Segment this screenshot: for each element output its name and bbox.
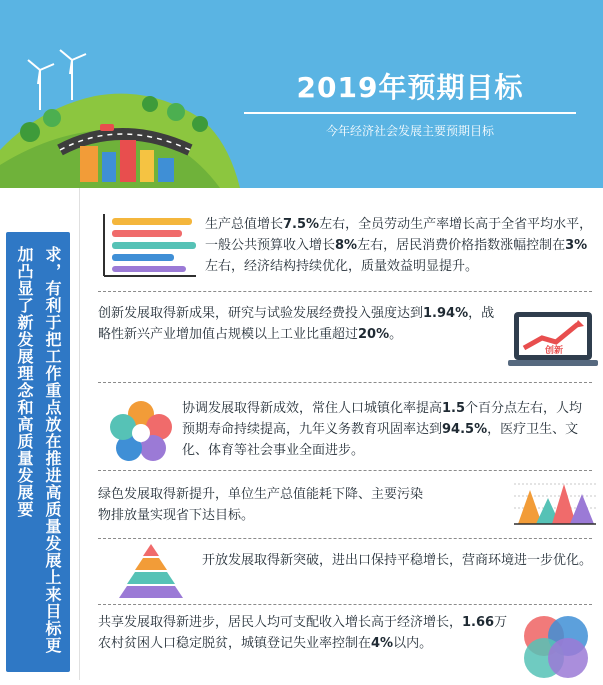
title-divider xyxy=(244,112,576,114)
divider xyxy=(98,382,592,383)
divider xyxy=(98,291,592,292)
badge-text: 创新 xyxy=(544,346,564,356)
divider xyxy=(98,470,592,471)
pyramid-icon xyxy=(110,540,192,600)
page-title: 2019年预期目标 xyxy=(296,71,524,104)
sidebar-panel xyxy=(6,232,70,672)
header-banner xyxy=(0,0,603,188)
green-city-illustration xyxy=(0,0,250,188)
flower-petals-icon xyxy=(108,400,174,466)
bar-list-icon xyxy=(100,210,200,280)
item-gdp-text: 生产总值增长7.5%左右，全员劳动生产率增长高于全省平均水平，一般公共预算收入增长8%左右，居民消费价格指数涨幅控制在3%左右，经济结构持续优化，质量效益明显提升。 xyxy=(205,217,593,274)
item-innovation-text: 创新发展取得新成果，研究与试验发展经费投入强度达到1.94%，战略性新兴产业增加值占规模以上工业比重超过20%。 xyxy=(98,306,495,342)
item-opening-text: 开放发展取得新突破，进出口保持平稳增长，营商环境进一步优化。 xyxy=(202,553,593,568)
triangle-bars-icon xyxy=(512,476,598,528)
laptop-chart-icon xyxy=(508,308,598,370)
item-coordination-text: 协调发展取得新成效，常住人口城镇化率提高1.5个百分点左右，人均预期寿命持续提高，九年义务教育巩固率达到94.5%，医疗卫生、文化、体育等社会事业全面进步。 xyxy=(182,401,583,458)
divider xyxy=(98,604,592,605)
item-sharing-text: 共享发展取得新进步，居民人均可支配收入增长高于经济增长，1.66万农村贫困人口稳定脱贫，城镇登记失业率控制在4%以内。 xyxy=(98,615,508,651)
overlapping-circles-icon xyxy=(516,612,598,682)
item-green-text: 绿色发展取得新提升，单位生产总值能耗下降、主要污染物排放量实现省下达目标。 xyxy=(98,487,424,523)
divider xyxy=(98,538,592,539)
vertical-guide-line xyxy=(79,188,80,680)
page-subtitle: 今年经济社会发展主要预期目标 xyxy=(325,124,494,138)
sidebar-text: 求，有利于把工作重点放在推进高质量发展上来目标更加凸显了新发展理念和高质量发展要 xyxy=(15,246,62,654)
